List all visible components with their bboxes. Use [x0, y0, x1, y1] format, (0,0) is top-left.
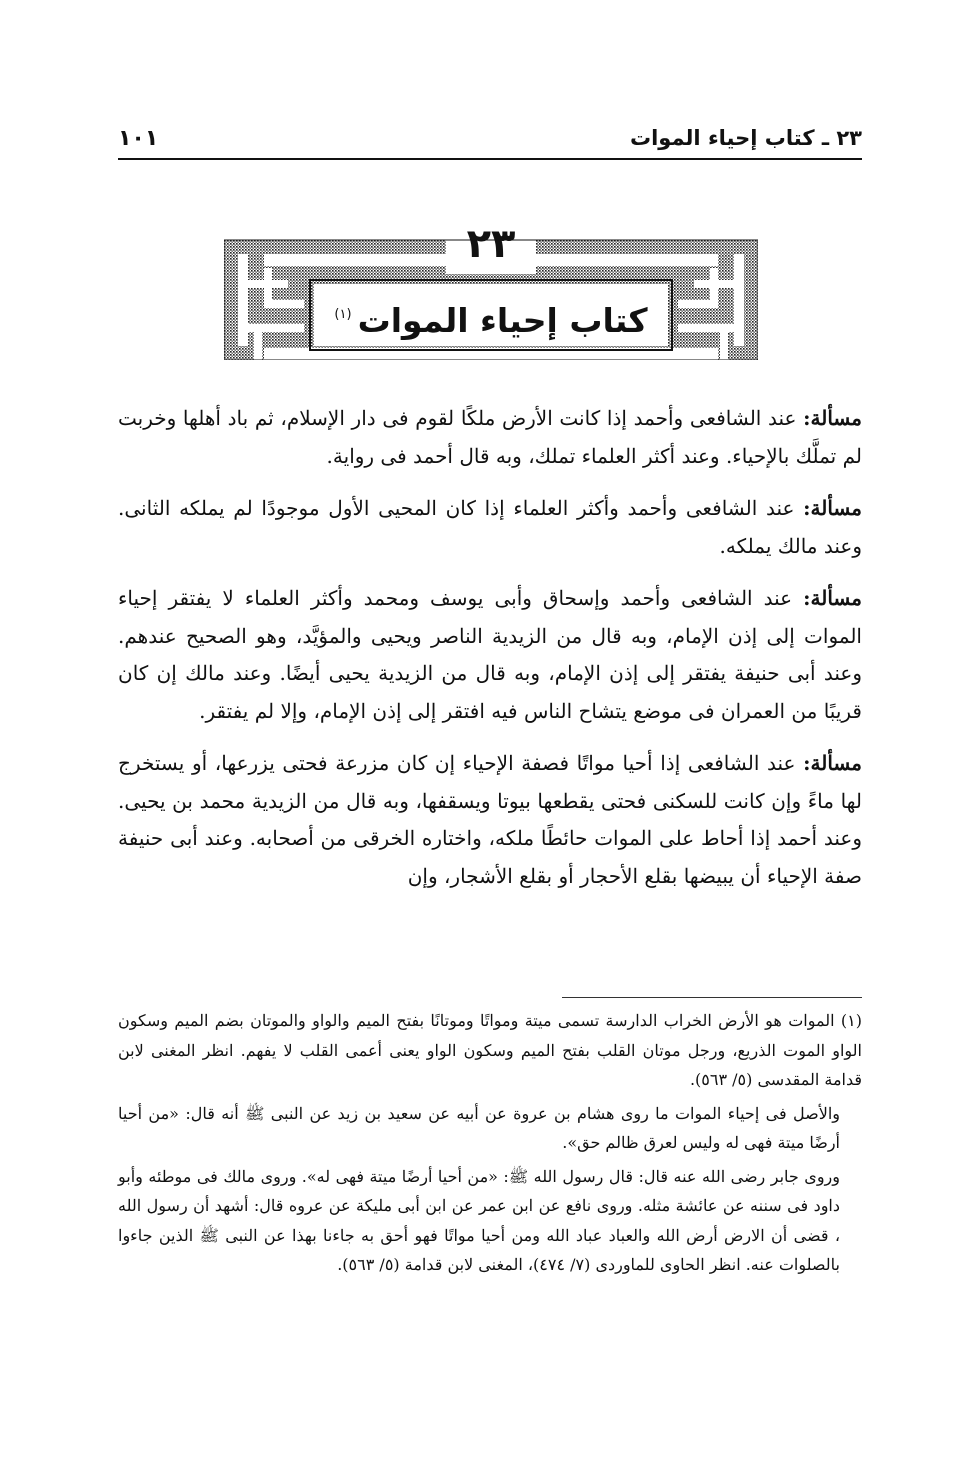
issue-label: مسألة:: [803, 406, 862, 430]
title-footnote-mark: (١): [334, 307, 352, 322]
footnotes: [118, 1006, 862, 1284]
paragraph: [118, 400, 862, 475]
paragraph: [118, 580, 862, 730]
paragraph-text: عند الشافعى إذا أحيا مواتًا فصفة الإحياء إن كان مزرعة فحتى يزرعها، أو يستخرج لها ماءً وإن كانت للسكنى فحتى يقطعها بيوتا ويسقفها، وبه قال من الزيدية محمد بن يحيى. وعند أحمد إذا أحاط على الموات حائطًا ملكه، واختاره الخرقى من أصحابه. وعند أبى حنيفة صفة الإحياء أن يبيضها بقلع الأحجار أو بقلع الأشجار، وإن: [118, 751, 862, 888]
paragraph: [118, 745, 862, 895]
issue-label: مسألة:: [803, 751, 862, 775]
footnote: (١) الموات هو الأرض الخراب الدارسة تسمى ميتة ومواتًا وموتانًا بفتح الميم والواو والموتان بضم الميم وسكون الواو الموت الذريع، ورجل موتان القلب بفتح الميم وسكون الواو يعنى أعمى القلب لا يفهم. انظر المغنى لابن قدامة المقدسى (٥/ ٥٦٣).: [118, 1011, 862, 1089]
issue-label: مسألة:: [803, 496, 862, 520]
paragraph-text: عند الشافعى وأحمد وأكثر العلماء إذا كان المحيى الأول موجودًا لم يملكه الثانى. وعند مالك يملكه.: [118, 496, 862, 558]
main-text: [118, 400, 862, 910]
page-number: ١٠١: [118, 125, 159, 151]
chapter-title-text: كتاب إحياء الموات: [357, 301, 648, 340]
paragraph-text: عند الشافعى وأحمد إذا كانت الأرض ملكًا لقوم فى دار الإسلام، ثم باد أهلها وخربت لم تملَّك بالإحياء. وعند أكثر العلماء تملك، وبه قال أحمد فى رواية.: [118, 406, 862, 468]
chapter-title: [314, 284, 668, 346]
chapter-title-frame: [224, 221, 758, 360]
footnote-continued: والأصل فى إحياء الموات ما روى هشام بن عروة عن أبيه عن سعيد بن زيد عن النبى ﷺ أنه قال: «من أحيا أرضًا ميتة فهى له وليس لعرق ظالم حق».: [118, 1103, 840, 1152]
page-header: [118, 118, 862, 160]
footnote-continued: وروى جابر رضى الله عنه قال: قال رسول الله ﷺ: «من أحيا أرضًا ميتة فهى له». وروى مالك فى موطئه وأبو داود فى سننه عن عائشة مثله. وروى نافع عن ابن عمر عن ابن أبى مليكة عن عروه قال: أشهد أن رسول الله ، قضى أن الارض أرض الله والعباد عباد الله ومن أحيا مواتًا فهو أحق به جاءنا بهذا عن النبى ﷺ الذين جاءوا بالصلوات عنه. انظر الحاوى للماوردى (٧/ ٤٧٤)، المغنى لابن قدامة (٥/ ٥٦٣).: [118, 1166, 840, 1274]
paragraph-text: عند الشافعى وأحمد وإسحاق وأبى يوسف ومحمد وأكثر العلماء لا يفتقر إحياء الموات إلى إذن الإمام، وبه قال من الزيدية الناصر ويحيى والمؤيَّد، وهو الصحيح عندهم. وعند أبى حنيفة يفتقر إلى إذن الإمام، وبه قال من الزيدية يحيى أيضًا. وعند مالك إن كان قريبًا من العمران فى موضع يتشاح الناس فيه افتقر إلى إذن الإمام، وإلا لم يفتقر.: [118, 586, 862, 723]
chapter-number: ٢٣: [466, 221, 516, 267]
paragraph: [118, 490, 862, 565]
footnote-divider: [562, 997, 862, 998]
running-head: ٢٣ ـ كتاب إحياء الموات: [630, 126, 862, 150]
issue-label: مسألة:: [803, 586, 862, 610]
